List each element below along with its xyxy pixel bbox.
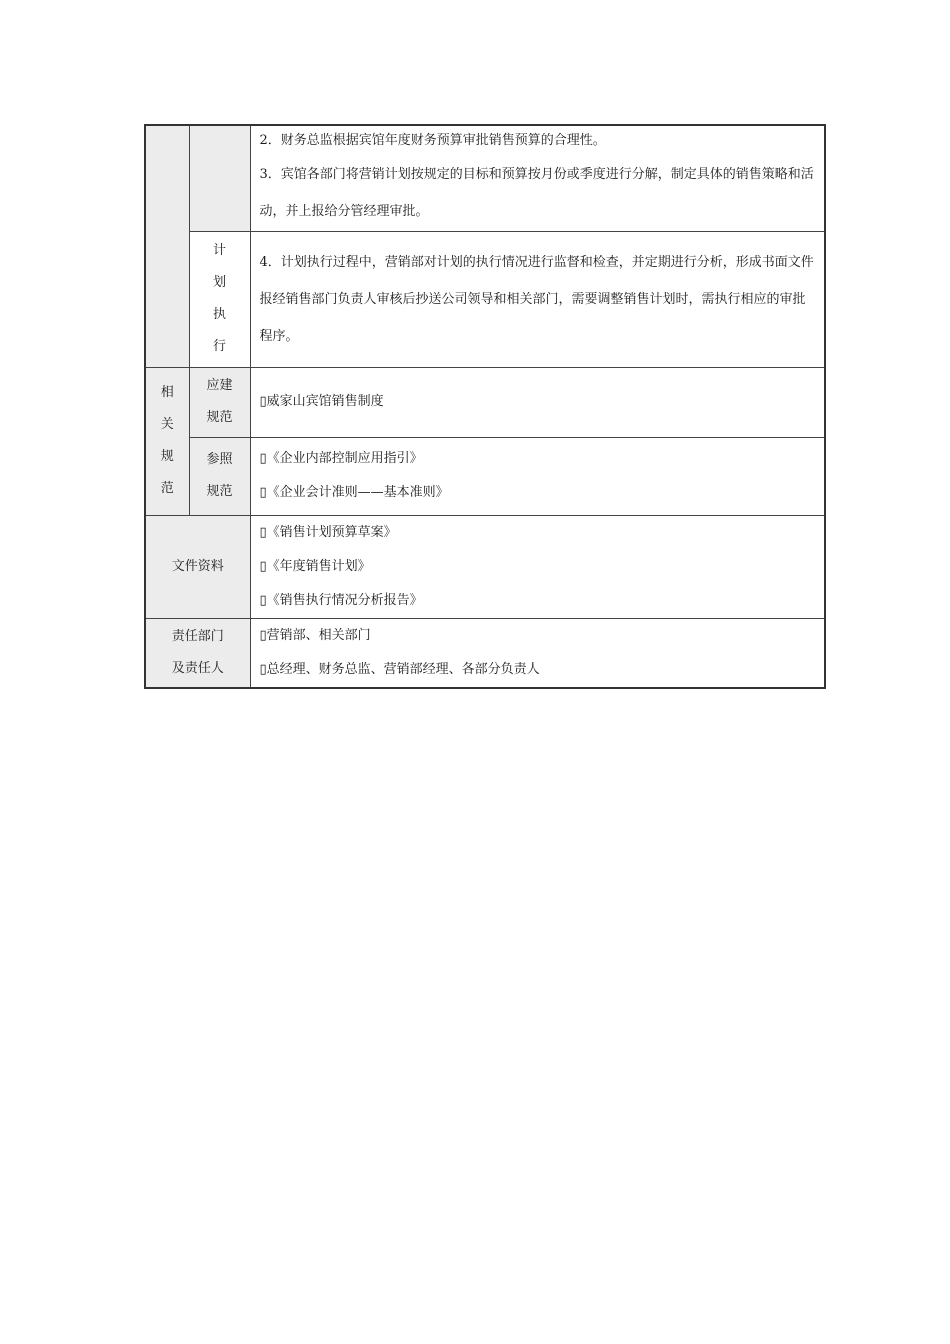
responsibility-item: 营销部、相关部门 (266, 627, 371, 643)
reference-norms-label (189, 437, 250, 515)
should-build-label-line: 应建 (206, 378, 233, 393)
related-norms-label-char: 范 (160, 481, 174, 496)
bullet-icon: ▯ (259, 661, 267, 677)
documents-content (250, 515, 825, 618)
bullet-icon: ▯ (259, 558, 267, 574)
responsibility-label-line: 及责任人 (171, 660, 224, 676)
bullet-icon: ▯ (259, 524, 267, 540)
should-build-norms-content (250, 367, 825, 437)
plan-execution-label-char: 执 (212, 307, 226, 322)
process-table (144, 124, 826, 689)
bullet-icon: ▯ (259, 627, 267, 643)
plan-execution-label (189, 231, 250, 367)
row-norms-should-build (145, 367, 825, 437)
list-item (260, 653, 817, 687)
document-item: 《销售计划预算草案》 (266, 524, 397, 540)
document-item: 《年度销售计划》 (266, 558, 371, 574)
list-item (260, 385, 817, 419)
document-item: 《销售执行情况分析报告》 (266, 592, 423, 608)
row-norms-reference (145, 437, 825, 515)
plan-approval-content (250, 125, 825, 231)
responsibility-label (145, 618, 250, 688)
related-norms-label-char: 关 (160, 417, 174, 432)
should-build-label-line: 规范 (206, 410, 233, 425)
row-plan-execution (145, 231, 825, 367)
row-plan-approval (145, 125, 825, 231)
list-item (260, 584, 817, 618)
related-norms-label-char: 相 (160, 385, 174, 400)
plan-execution-content (250, 231, 825, 367)
list-item (260, 619, 817, 653)
reference-norms-content (250, 437, 825, 515)
list-item (260, 442, 817, 476)
related-norms-label-char: 规 (160, 449, 174, 464)
list-item (260, 550, 817, 584)
reference-item: 《企业会计准则——基本准则》 (266, 485, 449, 500)
sub-label-cell-empty (189, 125, 250, 231)
plan-execution-label-char: 划 (212, 275, 226, 290)
reference-label-line: 参照 (206, 452, 233, 467)
plan-approval-item-3: 3．宾馆各部门将营销计划按规定的目标和预算按月份或季度进行分解，制定具体的销售策略和活动，并上报给分管经理审批。 (259, 167, 814, 220)
reference-item: 《企业内部控制应用指引》 (266, 451, 423, 466)
plan-execution-text: 4．计划执行过程中，营销部对计划的执行情况进行监督和检查，并定期进行分析，形成书面文件报经销售部门负责人审核后抄送公司领导和相关部门，需要调整销售计划时，需执行相应的审批程序。 (259, 254, 814, 344)
responsibility-item: 总经理、财务总监、营销部经理、各部分负责人 (266, 661, 540, 677)
plan-execution-label-char: 计 (212, 243, 226, 258)
row-documents (145, 515, 825, 618)
bullet-icon: ▯ (259, 592, 267, 608)
section-label-cell-empty (145, 125, 189, 367)
related-norms-label (145, 367, 189, 515)
should-build-item: 威家山宾馆销售制度 (266, 394, 384, 409)
row-responsibility (145, 618, 825, 688)
responsibility-content (250, 618, 825, 688)
list-item (260, 476, 817, 510)
bullet-icon: ▯ (259, 451, 267, 466)
list-item (260, 516, 817, 550)
reference-label-line: 规范 (206, 484, 233, 499)
plan-approval-item-2: 2．财务总监根据宾馆年度财务预算审批销售预算的合理性。 (259, 133, 606, 149)
documents-label: 文件资料 (145, 515, 250, 618)
responsibility-label-line: 责任部门 (171, 628, 224, 644)
bullet-icon: ▯ (259, 394, 267, 409)
bullet-icon: ▯ (259, 485, 267, 500)
should-build-norms-label (189, 367, 250, 437)
plan-execution-label-char: 行 (212, 339, 226, 354)
